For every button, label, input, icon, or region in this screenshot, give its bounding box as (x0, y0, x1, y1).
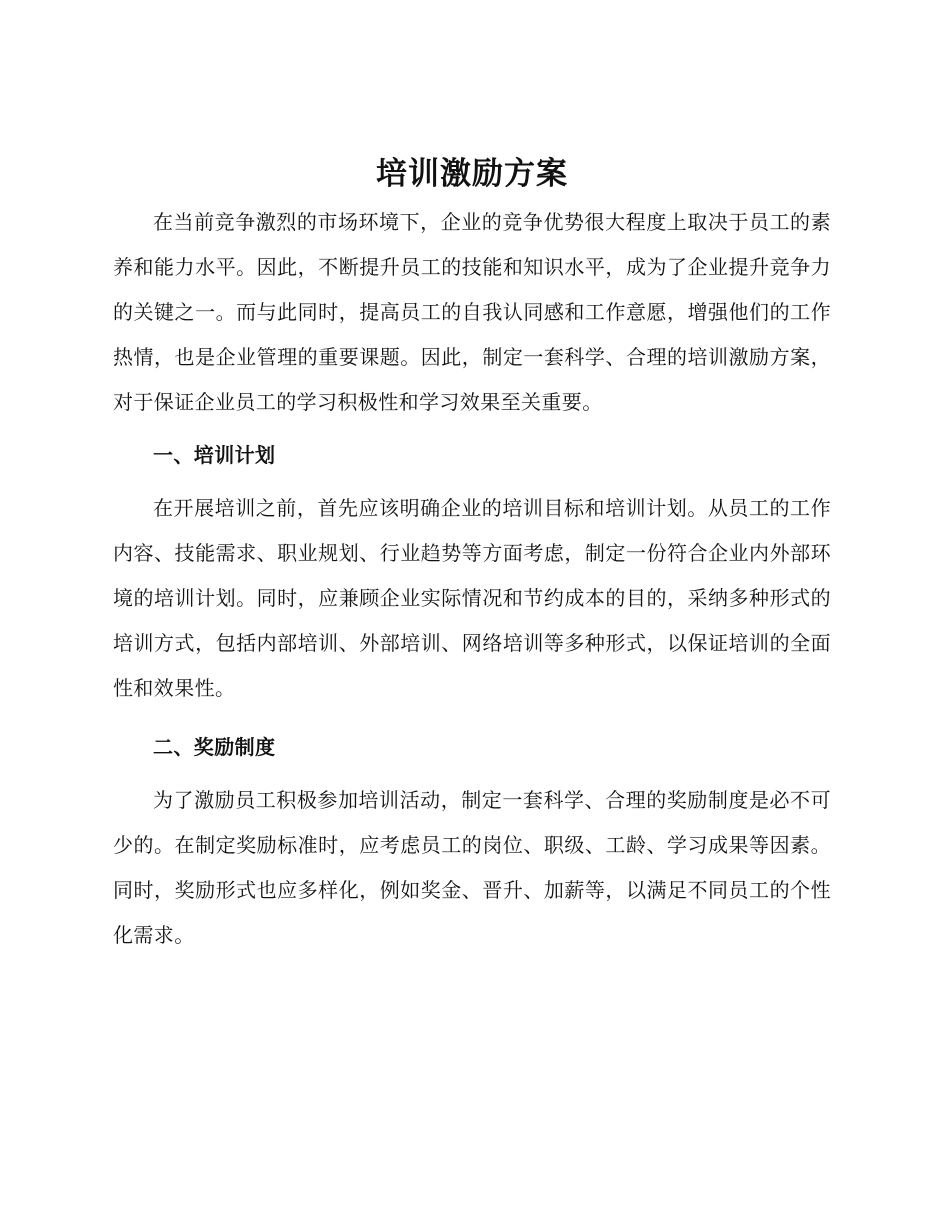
section-heading-reward-system: 二、奖励制度 (153, 735, 276, 759)
document-page (113, 148, 831, 958)
intro-paragraph: 在当前竞争激烈的市场环境下，企业的竞争优势很大程度上取决于员工的素养和能力水平。因此，不断提升员工的技能和知识水平，成为了企业提升竞争力的关键之一。而与此同时，提高员工的自我认同感和工作意愿，增强他们的工作热情，也是企业管理的重要课题。因此，制定一套科学、合理的培训激励方案，对于保证企业员工的学习积极性和学习效果至关重要。 (113, 210, 831, 414)
spacer (113, 425, 831, 433)
section-body-training-plan: 在开展培训之前，首先应该明确企业的培训目标和培训计划。从员工的工作内容、技能需求、职业规划、行业趋势等方面考虑，制定一份符合企业内外部环境的培训计划。同时，应兼顾企业实际情况和节约成本的目的，采纳多种形式的培训方式，包括内部培训、外部培训、网络培训等多种形式，以保证培训的全面性和效果性。 (113, 496, 831, 700)
page-title: 培训激励方案 (376, 156, 568, 192)
spacer (113, 478, 831, 486)
spacer (113, 770, 831, 778)
section-heading-training-plan: 一、培训计划 (153, 443, 276, 467)
section-body-reward-system: 为了激励员工积极参加培训活动，制定一套科学、合理的奖励制度是必不可少的。在制定奖励标准时，应考虑员工的岗位、职级、工龄、学习成果等因素。同时，奖励形式也应多样化，例如奖金、晋升、加薪等，以满足不同员工的个性化需求。 (113, 788, 831, 947)
spacer (113, 711, 831, 725)
